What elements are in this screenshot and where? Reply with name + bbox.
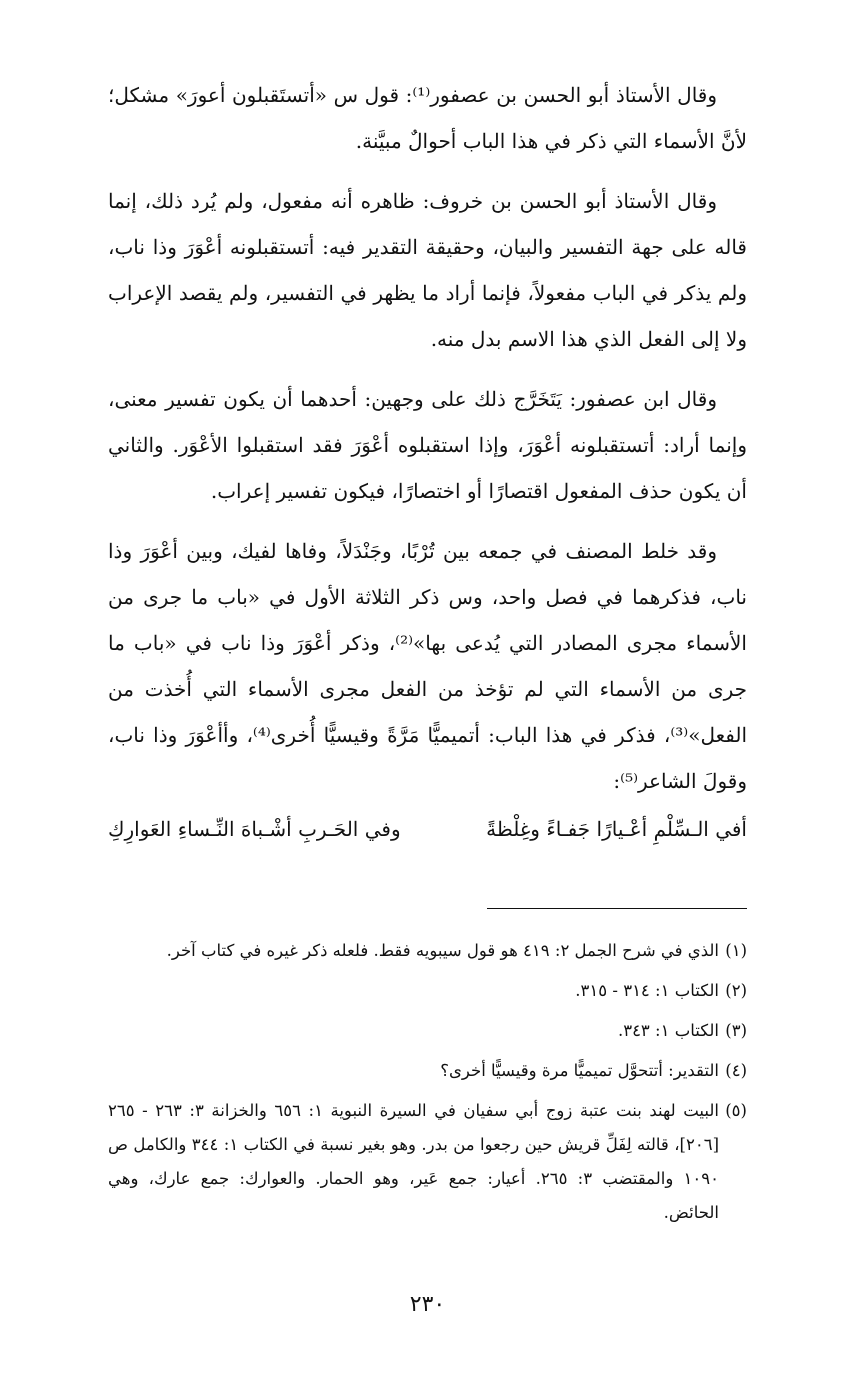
poetry-verse [108, 806, 747, 852]
footnote-separator [487, 908, 747, 909]
footnote-5 [108, 1094, 747, 1230]
footnote-4 [108, 1054, 747, 1088]
footnote-number: (٢) [725, 981, 747, 1000]
footnote-text: الكتاب ١: ٣١٤ - ٣١٥. [575, 981, 719, 1000]
verse-first-hemistich: أفي الـسِّلْمِ أعْـيارًا جَفـاءً وغِلْظةً [486, 817, 747, 841]
main-text [108, 72, 747, 852]
footnote-3 [108, 1014, 747, 1048]
footnote-number: (١) [725, 941, 747, 960]
footnote-number: (٣) [725, 1021, 747, 1040]
paragraph-4: وقد خلط المصنف في جمعه بين تُرْبًا، وجَنْدَلاً، وفاها لفيك، وبين أعْوَرَ وذا ناب، فذكرهما في فصل واحد، وس ذكر الثلاثة الأول في «باب ما جرى من الأسماء مجرى المصادر التي يُدعى بها»⁽²⁾، وذكر أعْوَرَ وذا ناب في «باب ما جرى من الأسماء التي لم تؤخذ من الفعل مجرى الأسماء التي أُخذت من الفعل»⁽³⁾، فذكر في هذا الباب: أتميميًّا مَرَّةً وقيسيًّا أُخرى⁽⁴⁾، وأأعْوَرَ وذا ناب، وقولَ الشاعر⁽⁵⁾: [108, 539, 748, 793]
footnote-1 [108, 934, 747, 968]
footnote-text: البيت لهند بنت عتبة زوج أبي سفيان في السيرة النبوية ١: ٦٥٦ والخزانة ٣: ٢٦٣ - ٢٦٥ [٢٠٦]، قالته لِفَلِّ قريش حين رجعوا من بدر. وهو بغير نسبة في الكتاب ١: ٣٤٤ والكامل ص ١٠٩٠ والمقتضب ٣: ٢٦٥. أعيار: جمع عَير، وهو الحمار. والعوارك: جمع عارك، وهي الحائض. [108, 1101, 719, 1222]
verse-second-hemistich: وفي الحَـربِ أشْـباهَ النِّـساءِ العَوارِكِ [108, 817, 401, 841]
page-number: ٢٣٠ [409, 1292, 446, 1317]
paragraph-3: وقال ابن عصفور: يَتَخَرَّج ذلك على وجهين: أحدهما أن يكون تفسير معنى، وإنما أراد: أتستقبلونه أعْوَرَ، وإذا استقبلوه أعْوَرَ فقد استقبلوا الأعْوَر. والثاني أن يكون حذف المفعول اقتصارًا أو اختصارًا، فيكون تفسير إعراب. [108, 387, 747, 503]
paragraph-2: وقال الأستاذ أبو الحسن بن خروف: ظاهره أنه مفعول، ولم يُرد ذلك، إنما قاله على جهة التفسير والبيان، وحقيقة التقدير فيه: أتستقبلونه أعْوَرَ وذا ناب، ولم يذكر في الباب مفعولاً، فإنما أراد ما يظهر في التفسير، ولم يقصد الإعراب ولا إلى الفعل الذي هذا الاسم بدل منه. [108, 189, 747, 351]
footnote-text: الذي في شرح الجمل ٢: ٤١٩ هو قول سيبويه فقط. فلعله ذكر غيره في كتاب آخر. [166, 941, 719, 960]
footnote-text: التقدير: أتتحوَّل تميميًّا مرة وقيسيًّا أخرى؟ [440, 1061, 719, 1080]
footnotes [108, 934, 747, 1236]
footnote-number: (٤) [725, 1061, 747, 1080]
footnote-number: (٥) [725, 1101, 747, 1120]
footnote-2 [108, 974, 747, 1008]
paragraph-1: وقال الأستاذ أبو الحسن بن عصفور⁽¹⁾: قول س «أتستَقبلون أعورَ» مشكل؛ لأنَّ الأسماء التي ذكر في هذا الباب أحوالٌ مبيَّنة. [108, 83, 747, 153]
footnote-text: الكتاب ١: ٣٤٣. [617, 1021, 719, 1040]
